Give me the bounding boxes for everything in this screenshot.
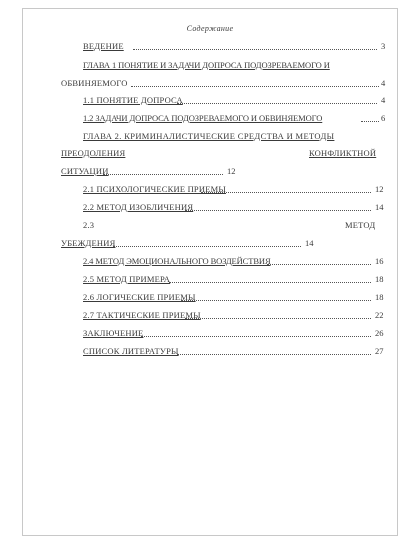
toc-entry-chapter2-end: СИТУАЦИИ bbox=[61, 166, 109, 176]
toc-entry-2-7: 2.7 ТАКТИЧЕСКИЕ ПРИЕМЫ bbox=[83, 310, 201, 320]
toc-page-2-4: 16 bbox=[375, 256, 384, 266]
leader-dots bbox=[181, 300, 371, 301]
leader-dots bbox=[113, 246, 301, 247]
leader-dots bbox=[177, 103, 377, 104]
document-page bbox=[22, 8, 398, 536]
toc-page-chapter2: 12 bbox=[227, 166, 236, 176]
toc-page-2-5: 18 bbox=[375, 274, 384, 284]
leader-dots bbox=[185, 210, 371, 211]
leader-dots bbox=[141, 336, 371, 337]
toc-entry-2-1: 2.1 ПСИХОЛОГИЧЕСКИЕ ПРИЕМЫ bbox=[83, 184, 226, 194]
toc-page-references: 27 bbox=[375, 346, 384, 356]
toc-page-chapter1: 4 bbox=[381, 78, 386, 88]
toc-entry-chapter2-cont-right: КОНФЛИКТНОЙ bbox=[309, 148, 377, 158]
toc-entry-2-5: 2.5 МЕТОД ПРИМЕРА bbox=[83, 274, 171, 284]
toc-entry-chapter1-cont: ОБВИНЯЕМОГО bbox=[61, 78, 128, 88]
toc-page-2-3: 14 bbox=[305, 238, 314, 248]
toc-entry-1-1: 1.1 ПОНЯТИЕ ДОПРОСА bbox=[83, 95, 183, 105]
toc-page-1-2: 6 bbox=[381, 113, 386, 123]
leader-dots bbox=[201, 192, 371, 193]
leader-dots bbox=[177, 354, 371, 355]
toc-entry-2-2: 2.2 МЕТОД ИЗОБЛИЧЕНИЯ bbox=[83, 202, 194, 212]
toc-entry-chapter2: ГЛАВА 2. КРИМИНАЛИСТИЧЕСКИЕ СРЕДСТВА И МЕТОДЫ bbox=[83, 131, 335, 141]
toc-page-intro: 3 bbox=[381, 41, 386, 51]
toc-page-2-7: 22 bbox=[375, 310, 384, 320]
toc-entry-2-3-number: 2.3 bbox=[83, 220, 95, 230]
leader-dots bbox=[361, 121, 379, 122]
leader-dots bbox=[131, 86, 379, 87]
leader-dots bbox=[133, 49, 377, 50]
toc-entry-2-3: УБЕЖДЕНИЯ bbox=[61, 238, 116, 248]
toc-entry-2-4: 2.4 МЕТОД ЭМОЦИОНАЛЬНОГО ВОЗДЕЙСТВИЯ bbox=[83, 256, 271, 266]
toc-entry-1-2: 1.2 ЗАДАЧИ ДОПРОСА ПОДОЗРЕВАЕМОГО И ОБВИНЯЕМОГО bbox=[83, 113, 323, 123]
toc-title: Содержание bbox=[186, 24, 234, 33]
toc-page-conclusion: 26 bbox=[375, 328, 384, 338]
toc-entry-chapter1: ГЛАВА 1 ПОНЯТИЕ И ЗАДАЧИ ДОПРОСА ПОДОЗРЕВАЕМОГО И bbox=[83, 60, 330, 70]
toc-page-1-1: 4 bbox=[381, 95, 386, 105]
leader-dots bbox=[267, 264, 371, 265]
toc-page-2-6: 18 bbox=[375, 292, 384, 302]
toc-entry-2-6: 2.6 ЛОГИЧЕСКИЕ ПРИЕМЫ bbox=[83, 292, 196, 302]
toc-entry-conclusion: ЗАКЛЮЧЕНИЕ bbox=[83, 328, 144, 338]
toc-entry-intro: ВЕДЕНИЕ bbox=[83, 41, 124, 51]
toc-page-2-1: 12 bbox=[375, 184, 384, 194]
toc-entry-references: СПИСОК ЛИТЕРАТУРЫ bbox=[83, 346, 179, 356]
toc-entry-chapter2-cont-left: ПРЕОДОЛЕНИЯ bbox=[61, 148, 126, 158]
leader-dots bbox=[169, 282, 371, 283]
leader-dots bbox=[185, 318, 371, 319]
toc-entry-2-3-word: МЕТОД bbox=[345, 220, 376, 230]
toc-page-2-2: 14 bbox=[375, 202, 384, 212]
leader-dots bbox=[103, 174, 223, 175]
